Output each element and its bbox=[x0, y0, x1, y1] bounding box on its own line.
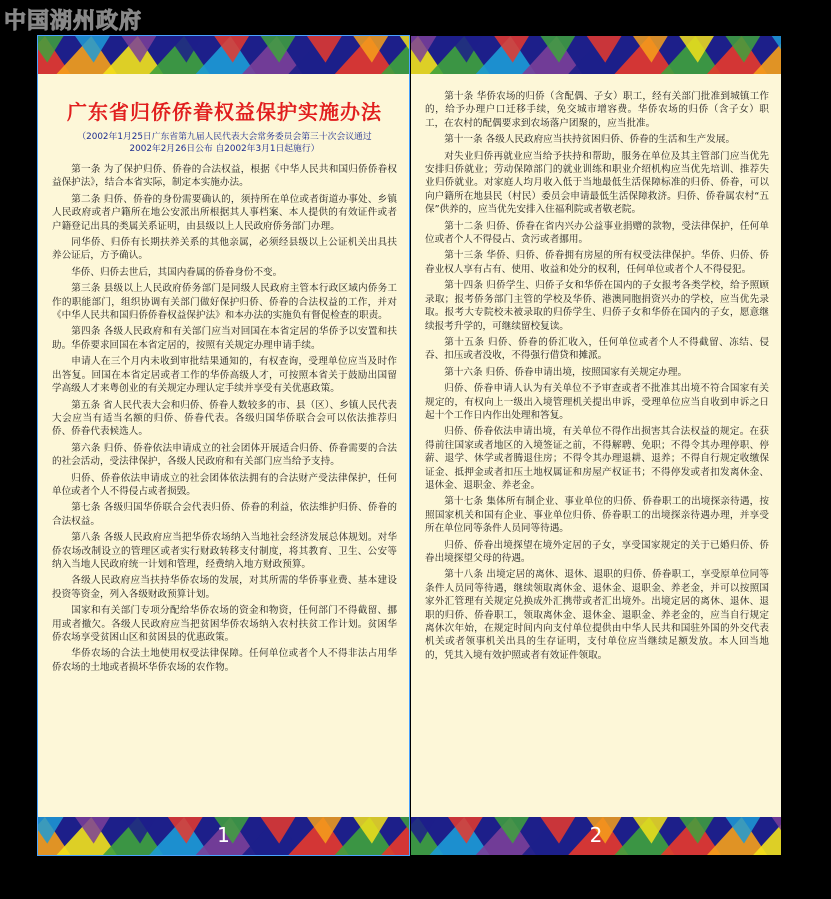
page-panel-1 bbox=[38, 36, 409, 855]
article-paragraph: 第十五条 归侨、侨眷的侨汇收入，任何单位或者个人不得截留、冻结、侵吞、扣压或者没收，不得强行借贷和摊派。 bbox=[425, 336, 769, 362]
article-list bbox=[52, 163, 397, 674]
article-paragraph: 归侨、侨眷出境探望在境外定居的子女，享受国家规定的关于已婚归侨、侨眷出境探望父母的待遇。 bbox=[425, 539, 769, 564]
decorative-top-band bbox=[38, 36, 409, 74]
article-paragraph: 第十二条 归侨、侨眷在省内兴办公益事业捐赠的款物，受法律保护，任何单位或者个人不得侵占、贪污或者挪用。 bbox=[425, 220, 769, 246]
article-paragraph: 第十七条 集体所有制企业、事业单位的归侨、侨眷职工的出境探亲待遇，按照国家机关和国有企业、事业单位归侨、侨眷职工的出境探亲待遇办理，并享受所在单位同等条件人员同等待遇。 bbox=[425, 496, 769, 535]
article-paragraph: 对失业归侨再就业应当给予扶持和帮助，服务在单位及其主管部门应当优先安排归侨就业；劳动保障部门的就业训练和职业介绍机构应当优先培训、推荐失业归侨就业。对家庭人均月收入低于当地最低生活保障标准的归侨、侨眷，可以向户籍所在地县民（村民）委员会申请最低生活保障救济。归侨、侨眷属农村“五保”供养的，应当优先安排入住福利院或者敬老院。 bbox=[425, 150, 769, 216]
article-paragraph: 第十三条 华侨、归侨、侨眷拥有房屋的所有权受法律保护。华侨、归侨、侨眷业权人享有占有、使用、收益和处分的权利，任何单位或者个人不得侵犯。 bbox=[425, 250, 769, 275]
document-subtitle bbox=[52, 131, 397, 155]
article-paragraph: 第一条 为了保护归侨、侨眷的合法权益，根据《中华人民共和国归侨侨眷权益保护法》，结合本省实际，制定本实施办法。 bbox=[52, 164, 397, 189]
article-paragraph: 第十六条 归侨、侨眷申请出境，按照国家有关规定办理。 bbox=[444, 366, 688, 378]
article-paragraph: 国家和有关部门专项分配给华侨农场的资金和物资，任何部门不得截留、挪用或者撤欠。各级人民政府应当把贫困华侨农场纳入农村扶贫工作计划。贫困华侨农场享受贫困山区和贫困县的优惠政策。 bbox=[52, 605, 397, 643]
page-number: 2 bbox=[589, 823, 603, 847]
article-paragraph: 同华侨、归侨有长期扶养关系的其他亲属，必须经县级以上公证机关出具扶养公证后，方予确认。 bbox=[52, 237, 397, 262]
article-paragraph: 第十四条 归侨学生、归侨子女和华侨在国内的子女报考各类学校，给予照顾录取；报考侨务部门主管的学校及华侨、港澳同胞捐资兴办的学校，应当优先录取。报考大专院校未被录取的归侨学生、归侨子女和华侨在国内的子女，愿意继续报考升学的，可继续留校复读。 bbox=[425, 280, 769, 332]
page-panel-2 bbox=[411, 36, 781, 855]
article-paragraph: 华侨农场的合法土地使用权受法律保障。任何单位或者个人不得非法占用华侨农场的土地或者损坏华侨农场的农作物。 bbox=[52, 648, 397, 673]
article-paragraph: 归侨、侨眷申请人认为有关单位不予审查或者不批准其出境不符合国家有关规定的，有权向上一级出入境管理机关提出申诉，受理单位应当自收到申诉之日起十个工作日内作出处理和答复。 bbox=[425, 383, 769, 421]
article-paragraph: 第二条 归侨、侨眷的身份需要确认的，须持所在单位或者街道办事处、乡镇人民政府或者户籍所在地公安派出所根据其人事档案、本人提供的有效证件或者户籍登记出具的类属关系证明，由县级以上人民政府侨务部门办理。 bbox=[52, 193, 397, 232]
article-paragraph: 第六条 归侨、侨眷依法申请成立的社会团体开展适合归侨、侨眷需要的合法的社会活动，受法律保护，各级人民政府和有关部门应当给予支持。 bbox=[52, 442, 397, 468]
article-paragraph: 华侨、归侨去世后，其国内眷属的侨眷身份不变。 bbox=[71, 266, 283, 278]
article-paragraph: 各级人民政府应当扶持华侨农场的发展，对其所需的华侨事业费、基本建设投资等资金，列入各级财政预算计划。 bbox=[52, 575, 397, 600]
article-paragraph: 第十一条 各级人民政府应当扶持贫困归侨、侨眷的生活和生产发展。 bbox=[444, 134, 736, 146]
article-paragraph: 第四条 各级人民政府和有关部门应当对回国在本省定居的华侨予以安置和扶助。华侨要求回国在本省定居的，按照有关规定办理申请手续。 bbox=[52, 326, 397, 351]
article-paragraph: 第三条 县级以上人民政府侨务部门是同级人民政府主管本行政区域内侨务工作的职能部门，组织协调有关部门做好保护归侨、侨眷的合法权益的工作，并对《中华人民共和国归侨侨眷权益保护法》和本办法的实施负有督促检查的职责。 bbox=[52, 283, 397, 322]
article-paragraph: 第七条 各级归国华侨联合会代表归侨、侨眷的利益，依法维护归侨、侨眷的合法权益。 bbox=[52, 502, 397, 527]
subtitle-line: 2002年2月26日公布 自2002年3月1日起施行） bbox=[129, 144, 320, 154]
page-content-1 bbox=[52, 82, 397, 809]
decorative-top-band bbox=[411, 36, 781, 74]
article-paragraph: 申请人在三个月内未收到审批结果通知的，有权查询，受理单位应当及时作出答复。回国在本省定居或者工作的华侨高级人才，可按照本省关于鼓励出国留学高级人才来粤创业的有关规定办理认定手续并享受有关优惠政策。 bbox=[52, 356, 397, 395]
article-paragraph: 归侨、侨眷依法申请出境，有关单位不得作出损害其合法权益的规定。在获得前往国家或者地区的入境签证之前，不得解聘、免职；不得令其办理停职、停薪、退学、休学或者腾退住房；不得令其办理退耕、退养；不得自行规定收缴保证金、抵押金或者扣压土地权属证和房屋产权证书；不得停发或者扣发离休金、退休金、退职金、养老金。 bbox=[425, 426, 769, 491]
article-paragraph: 第十八条 出境定居的离休、退休、退职的归侨、侨眷职工，享受原单位同等条件人员同等待遇，继续领取离休金、退休金、退职金、养老金，并可以按照国家外汇管理有关规定兑换成外汇携带或者汇出境外。出境定居的离休、退休、退职的归侨、侨眷职工，领取离休金、退休金、退职金、养老金的，应当自行规定离休次年始，在规定时间内向支付单位提供由中华人民共和国驻外国的外交代表机关或者领事机关出具的生存证明，支付单位应当继续足额发放。本人回当地的，凭其入境有效护照或者有效证件领取。 bbox=[425, 569, 769, 661]
article-paragraph: 归侨、侨眷依法申请成立的社会团体依法拥有的合法财产受法律保护，任何单位或者个人不得侵占或者损毁。 bbox=[52, 472, 397, 497]
watermark-logo: 中国湖州政府 bbox=[4, 8, 143, 34]
article-paragraph: 第十条 华侨农场的归侨（含配偶、子女）职工，经有关部门批准到城镇工作的，给予办理户口迁移手续，免交城市增容费。华侨农场的归侨（含子女）职工，在农村的配偶要求到农场落户团聚的，应当批准。 bbox=[425, 91, 769, 129]
page-number: 1 bbox=[217, 823, 230, 847]
document-title: 广东省归侨侨眷权益保护实施办法 bbox=[67, 100, 382, 124]
article-paragraph: 第八条 各级人民政府应当把华侨农场纳入当地社会经济发展总体规划。对华侨农场改制设立的管理区或者实行财政转移支付制度，将其教育、卫生、公安等纳入当地人民政府统一计划和管理，经费纳入地方财政预算。 bbox=[52, 532, 397, 570]
page-content-2 bbox=[425, 90, 769, 809]
article-paragraph: 第五条 省人民代表大会和归侨、侨眷人数较多的市、县（区）、乡镇人民代表大会应当有适当名额的归侨、侨眷代表。各级归国华侨联合会可以依法推荐归侨、侨眷代表候选人。 bbox=[52, 399, 397, 438]
subtitle-line: （2002年1月25日广东省第九届人民代表大会常务委员会第三十次会议通过 bbox=[77, 132, 372, 142]
article-list bbox=[425, 90, 769, 662]
